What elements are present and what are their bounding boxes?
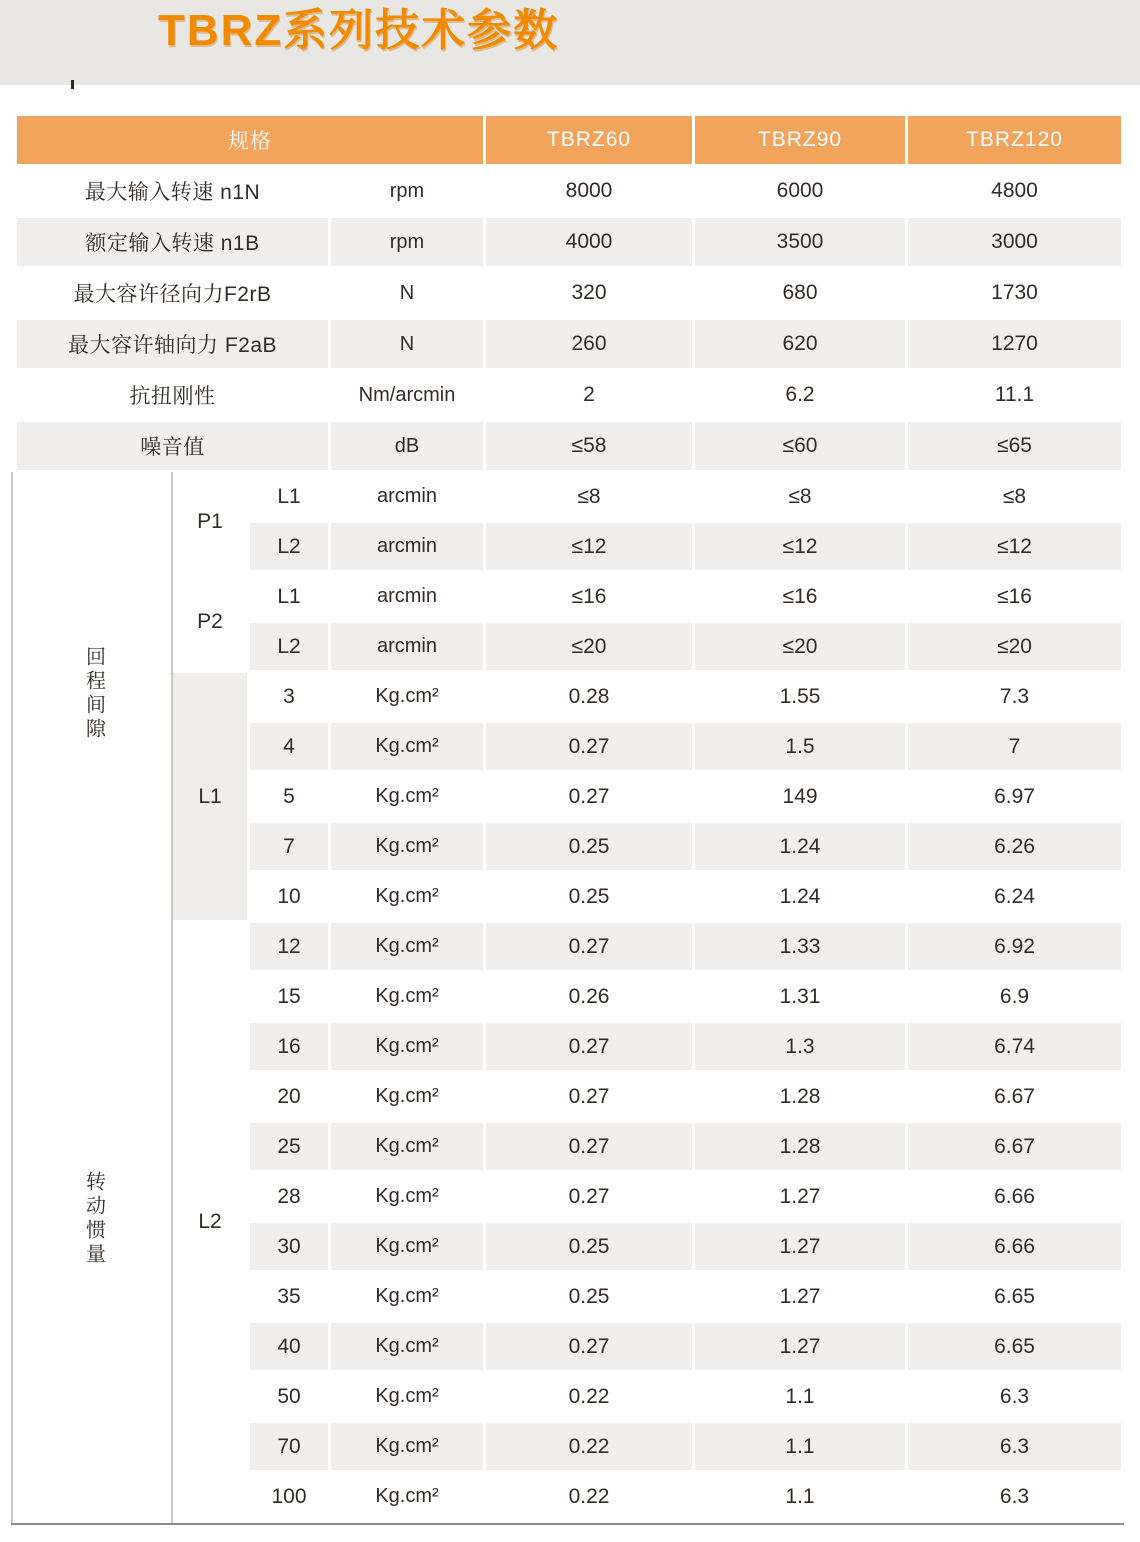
row-unit: Kg.cm²	[331, 1223, 483, 1270]
row-unit: rpm	[389, 179, 425, 202]
sub-label: 100	[271, 1484, 307, 1508]
row-unit: arcmin	[331, 623, 483, 670]
value-tbrz60: ≤8	[577, 484, 601, 508]
row-unit: Kg.cm²	[331, 823, 483, 870]
value-tbrz120: 1730	[991, 281, 1038, 304]
table-row	[17, 218, 1121, 266]
value-tbrz60: 0.22	[568, 1384, 610, 1408]
value-tbrz90: 1.3	[695, 1023, 905, 1070]
value-tbrz90: 1.33	[695, 923, 905, 970]
value-tbrz120: 6.65	[994, 1284, 1035, 1308]
sub-label: 25	[250, 1123, 328, 1170]
sub-label: 16	[250, 1023, 328, 1070]
value-tbrz90: 680	[782, 281, 818, 304]
row-unit: arcmin	[331, 523, 483, 570]
value-tbrz60: 0.25	[486, 823, 692, 870]
section-divider-line	[171, 472, 173, 1524]
row-unit: arcmin	[376, 485, 437, 507]
value-tbrz60: 260	[486, 320, 692, 368]
value-tbrz120: 6.65	[908, 1323, 1121, 1370]
value-tbrz120: 6.67	[994, 1084, 1035, 1108]
sub-label: 7	[250, 823, 328, 870]
value-tbrz90: ≤12	[695, 523, 905, 570]
value-tbrz120: 7	[908, 723, 1121, 770]
left-border-line	[11, 472, 13, 1524]
sub-label: 12	[250, 923, 328, 970]
value-tbrz60: 2	[583, 383, 595, 406]
table-row	[17, 923, 1121, 970]
sub-label: L2	[250, 623, 328, 670]
value-tbrz60: 0.25	[486, 1223, 692, 1270]
row-unit: Kg.cm²	[375, 1085, 439, 1107]
value-tbrz90: 1.24	[779, 884, 821, 908]
stray-tick-mark	[71, 80, 74, 89]
value-tbrz120: 6.66	[994, 1184, 1035, 1208]
group-label-p2: P2	[173, 573, 247, 670]
row-unit: arcmin	[376, 585, 437, 607]
value-tbrz60: ≤12	[486, 523, 692, 570]
group-label-p1: P1	[173, 473, 247, 570]
sub-label: 30	[250, 1223, 328, 1270]
sub-label: 70	[250, 1423, 328, 1470]
value-tbrz120: 11.1	[994, 383, 1035, 406]
value-tbrz60: 0.27	[486, 1323, 692, 1370]
value-tbrz90: 149	[782, 784, 818, 808]
value-tbrz60: 0.25	[568, 884, 610, 908]
row-unit: Kg.cm²	[375, 1485, 439, 1507]
value-tbrz60: 0.27	[568, 1184, 610, 1208]
sub-label: 3	[283, 684, 295, 708]
value-tbrz90: 1.28	[695, 1123, 905, 1170]
page-title: TBRZ系列技术参数	[158, 6, 560, 55]
value-tbrz90: 1.28	[779, 1084, 821, 1108]
value-tbrz60: ≤58	[486, 422, 692, 470]
value-tbrz90: 620	[695, 320, 905, 368]
value-tbrz90: 1.1	[785, 1484, 815, 1508]
value-tbrz120: 6.3	[999, 1384, 1030, 1408]
value-tbrz60: 8000	[565, 179, 613, 202]
value-tbrz60: ≤20	[486, 623, 692, 670]
table-bottom-line	[11, 1523, 1124, 1525]
value-tbrz90: 1.27	[779, 1284, 821, 1308]
value-tbrz120: 6.3	[999, 1484, 1030, 1508]
value-tbrz120: 3000	[908, 218, 1121, 266]
row-unit: Kg.cm²	[375, 1385, 439, 1407]
value-tbrz90: 1.27	[779, 1184, 821, 1208]
value-tbrz120: 6.26	[908, 823, 1121, 870]
value-tbrz120: 7.3	[999, 684, 1030, 708]
row-unit: Kg.cm²	[375, 1285, 439, 1307]
sub-label: 20	[277, 1084, 301, 1108]
row-unit: Kg.cm²	[331, 923, 483, 970]
value-tbrz60: 0.27	[568, 784, 610, 808]
value-tbrz120: 4800	[991, 179, 1038, 202]
value-tbrz120: 6.67	[908, 1123, 1121, 1170]
value-tbrz120: 6.97	[994, 784, 1035, 808]
row-label: 最大输入转速 n1N	[84, 181, 261, 204]
value-tbrz90: 1.27	[695, 1323, 905, 1370]
sub-label: 15	[277, 984, 301, 1008]
value-tbrz90: ≤8	[788, 484, 812, 508]
row-unit: Kg.cm²	[331, 1423, 483, 1470]
value-tbrz120: ≤65	[908, 422, 1121, 470]
header-model-tbrz60: TBRZ60	[486, 116, 692, 164]
value-tbrz90: 1.24	[695, 823, 905, 870]
table-row	[17, 573, 1121, 620]
spec-table	[14, 113, 1124, 1523]
table-row	[17, 167, 1121, 215]
row-unit: Kg.cm²	[331, 723, 483, 770]
row-unit: Kg.cm²	[331, 1023, 483, 1070]
row-unit: N	[331, 320, 483, 368]
sub-label: 5	[283, 784, 295, 808]
row-unit: Kg.cm²	[331, 1123, 483, 1170]
value-tbrz120: 6.24	[994, 884, 1035, 908]
value-tbrz90: 1.1	[695, 1423, 905, 1470]
value-tbrz120: ≤16	[997, 584, 1032, 608]
value-tbrz120: ≤12	[908, 523, 1121, 570]
value-tbrz60: 0.25	[568, 1284, 610, 1308]
row-unit: Kg.cm²	[375, 985, 439, 1007]
header-model-tbrz90: TBRZ90	[695, 116, 905, 164]
table-row	[17, 673, 1121, 720]
value-tbrz120: 6.74	[908, 1023, 1121, 1070]
sub-label: L1	[277, 584, 301, 608]
sub-label: 50	[277, 1384, 301, 1408]
value-tbrz90: 1.55	[779, 684, 821, 708]
section-label-inertia: 转动惯量	[17, 923, 170, 1520]
header-spec-cell: 规格	[17, 116, 483, 164]
value-tbrz90: 1.1	[785, 1384, 815, 1408]
row-unit: dB	[331, 422, 483, 470]
sub-label: 35	[277, 1284, 301, 1308]
group-label-l2: L2	[173, 923, 247, 1520]
sub-label: L2	[250, 523, 328, 570]
value-tbrz90: 1.27	[695, 1223, 905, 1270]
row-unit: Kg.cm²	[331, 1323, 483, 1370]
row-unit: N	[399, 281, 415, 304]
table-header-row	[17, 116, 1121, 164]
value-tbrz90: 1.31	[779, 984, 821, 1008]
group-label-l1: L1	[173, 673, 247, 920]
table-row	[17, 422, 1121, 470]
row-unit: Kg.cm²	[375, 1185, 439, 1207]
value-tbrz90: ≤16	[782, 584, 818, 608]
row-label: 最大容许轴向力 F2aB	[17, 320, 328, 368]
sub-label: 40	[250, 1323, 328, 1370]
value-tbrz90: 1.5	[695, 723, 905, 770]
value-tbrz60: 0.22	[486, 1423, 692, 1470]
value-tbrz120: ≤20	[908, 623, 1121, 670]
value-tbrz60: 0.22	[568, 1484, 610, 1508]
value-tbrz60: 0.27	[486, 923, 692, 970]
row-label: 抗扭刚性	[129, 385, 216, 408]
value-tbrz120: 6.66	[908, 1223, 1121, 1270]
table-row	[17, 269, 1121, 317]
value-tbrz120: ≤8	[1002, 484, 1027, 508]
value-tbrz60: 4000	[486, 218, 692, 266]
row-unit: Kg.cm²	[375, 785, 439, 807]
value-tbrz120: 6.9	[999, 984, 1030, 1008]
row-unit: Kg.cm²	[375, 885, 439, 907]
value-tbrz120: 1270	[908, 320, 1121, 368]
sub-label: 10	[277, 884, 301, 908]
value-tbrz90: ≤20	[695, 623, 905, 670]
row-label: 额定输入转速 n1B	[17, 218, 328, 266]
sub-label: 28	[277, 1184, 301, 1208]
value-tbrz60: 320	[571, 281, 607, 304]
value-tbrz60: 0.27	[486, 1123, 692, 1170]
value-tbrz60: 0.27	[568, 1084, 610, 1108]
row-unit: rpm	[331, 218, 483, 266]
value-tbrz60: 0.27	[486, 723, 692, 770]
section-label-backlash: 回程间隙	[17, 473, 170, 920]
value-tbrz90: 3500	[695, 218, 905, 266]
table-row	[17, 371, 1121, 419]
value-tbrz60: 0.28	[568, 684, 610, 708]
value-tbrz120: 6.92	[908, 923, 1121, 970]
value-tbrz60: 0.27	[486, 1023, 692, 1070]
value-tbrz120: 6.3	[908, 1423, 1121, 1470]
value-tbrz60: ≤16	[571, 584, 607, 608]
table-row	[17, 473, 1121, 520]
row-unit: Nm/arcmin	[358, 383, 456, 406]
sub-label: L1	[277, 484, 301, 508]
sub-label: 4	[250, 723, 328, 770]
table-row	[17, 320, 1121, 368]
value-tbrz60: 0.26	[568, 984, 610, 1008]
value-tbrz90: 6000	[776, 179, 824, 202]
row-unit: Kg.cm²	[375, 685, 439, 707]
header-model-tbrz120: TBRZ120	[908, 116, 1121, 164]
value-tbrz90: ≤60	[695, 422, 905, 470]
row-label: 最大容许径向力F2rB	[73, 283, 272, 306]
row-label: 噪音值	[17, 422, 328, 470]
value-tbrz90: 6.2	[785, 383, 815, 406]
